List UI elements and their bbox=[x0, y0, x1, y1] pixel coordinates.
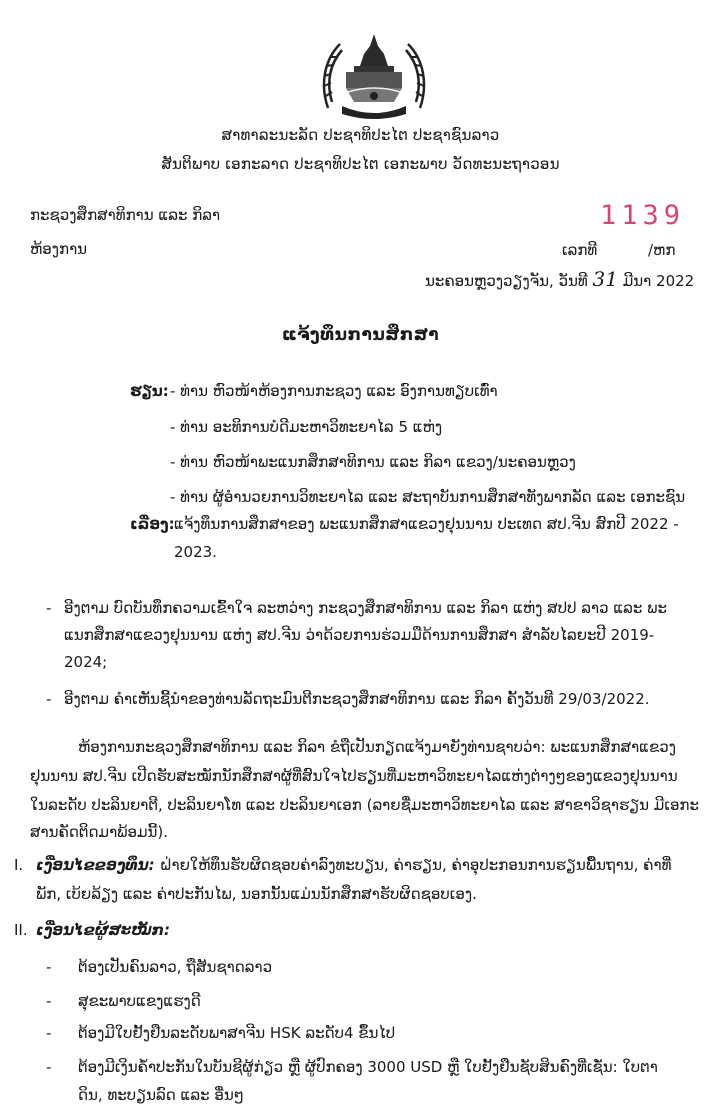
section-number: II. bbox=[14, 921, 28, 939]
requirement-item: ສຸຂະພາບແຂງແຮງດີ bbox=[78, 992, 201, 1010]
doc-number-suffix: /ຫກ bbox=[648, 241, 676, 259]
body-line: ໃນລະດັບ ປະລິນຍາຕີ, ປະລິນຍາໂທ ແລະ ປະລິນຍາເອກ (ລາຍຊື່ມະຫາວິທະຍາໄລ ແລະ ສາຂາວິຊາຮຽນ ມີເອກະ bbox=[30, 796, 699, 814]
subject-line: ແຈ້ງທຶນການສຶກສາຂອງ ພະແນກສຶກສາແຂວງຢຸນນານ ປະເທດ ສປ.ຈີນ ສົກປີ 2022 - bbox=[174, 515, 679, 533]
serial-stamp: 1139 bbox=[600, 200, 686, 231]
recipient-item: - ທ່ານ ຜູ້ອຳນວຍການວິທະຍາໄລ ແລະ ສະຖາບັນການສຶກສາທັງພາກລັດ ແລະ ເອກະຊົນ bbox=[170, 488, 686, 506]
requirement-item: ຕ້ອງເປັນຄົນລາວ, ຖືສັນຊາດລາວ bbox=[78, 958, 273, 976]
place-date bbox=[425, 267, 694, 291]
date-month-year: ມີນາ 2022 bbox=[622, 272, 695, 290]
reference-line: 2024; bbox=[64, 653, 108, 671]
list-dash: - bbox=[46, 1058, 52, 1076]
to-label: ຮຽນ: bbox=[130, 382, 169, 400]
list-dash: - bbox=[46, 1024, 52, 1042]
recipient-item: - ທ່ານ ອະທິການບໍດີມະຫາວິທະຍາໄລ 5 ແຫ່ງ bbox=[170, 418, 443, 436]
list-dash: - bbox=[46, 599, 52, 617]
body-line: ສານຄັດຕິດມາພ້ອມນີ້). bbox=[30, 823, 168, 841]
requirement-item: ຕ້ອງມີໃບຢັ້ງຢືນລະດັບພາສາຈີນ HSK ລະດັບ4 ຂຶ້ນໄປ bbox=[78, 1024, 396, 1042]
reference-line: ອີງຕາມ ບົດບັນທຶກຄວາມເຂົ້າໃຈ ລະຫວ່າງ ກະຊວງສຶກສາທິການ ແລະ ກິລາ ແຫ່ງ ສປປ ລາວ ແລະ ພະ bbox=[64, 599, 667, 617]
ministry-name: ກະຊວງສຶກສາທິການ ແລະ ກິລາ bbox=[30, 206, 221, 224]
reference-line: ແນກສຶກສາແຂວງຢຸນນານ ແຫ່ງ ສປ.ຈີນ ວ່າດ້ວຍການຮ່ວມມືດ້ານການສຶກສາ ສຳລັບໄລຍະປີ 2019- bbox=[64, 626, 655, 644]
list-dash: - bbox=[46, 992, 52, 1010]
subject-line: 2023. bbox=[174, 543, 217, 561]
reference-line: ອີງຕາມ ຄຳເຫັນຊີ້ນຳຂອງທ່ານລັດຖະມົນຕີກະຊວງສຶກສາທິການ ແລະ ກິລາ ຄັ້ງວັນທີ 29/03/2022. bbox=[64, 690, 650, 708]
office-name: ຫ້ອງການ bbox=[30, 240, 88, 258]
doc-number-label: ເລກທີ bbox=[562, 241, 598, 259]
section-label: ເງື່ອນໄຂຜູ້ສະໝັກ: bbox=[36, 921, 171, 939]
header-motto: ສັນຕິພາບ ເອກະລາດ ປະຊາທິປະໄຕ ເອກະພາບ ວັດທະນະຖາວອນ bbox=[161, 155, 560, 173]
list-dash: - bbox=[46, 690, 52, 708]
place-date-prefix: ນະຄອນຫຼວງວຽງຈັນ, ວັນທີ bbox=[425, 272, 588, 290]
header-country: ສາທາລະນະລັດ ປະຊາທິປະໄຕ ປະຊາຊົນລາວ bbox=[221, 126, 500, 144]
recipient-item: - ທ່ານ ຫົວໜ້າຫ້ອງການກະຊວງ ແລະ ອົງການທຽບເທົ່າ bbox=[170, 382, 498, 400]
requirement-item: ດິນ, ທະບຽນລົດ ແລະ ອື່ນໆ bbox=[78, 1086, 244, 1104]
body-line: ຢຸນນານ ສປ.ຈີນ ເປີດຮັບສະໝັກນັກສຶກສາຜູ້ທີ່ສົນໃຈໄປຮຽນທີ່ມະຫາວິທະຍາໄລແຫ່ງຕ່າງໆຂອງແຂວງຢຸນນານ bbox=[30, 767, 678, 785]
list-dash: - bbox=[46, 958, 52, 976]
section-number: I. bbox=[14, 856, 24, 874]
section-line: ຝ່າຍໃຫ້ທຶນຮັບຜິດຊອບຄ່າລົງທະບຽນ, ຄ່າຮຽນ, ຄ່າອຸປະກອນການຮຽນພື້ນຖານ, ຄ່າທີ່ bbox=[160, 856, 672, 874]
body-line: ຫ້ອງການກະຊວງສຶກສາທິການ ແລະ ກິລາ ຂໍຖືເປັນກຽດແຈ້ງມາຍັງທ່ານຊາບວ່າ: ພະແນກສຶກສາແຂວງ bbox=[78, 738, 676, 756]
section-line: ພັກ, ເບ້ຍລ້ຽງ ແລະ ຄ່າປະກັນໄພ, ນອກນັ້ນແມ່ນນັກສຶກສາຮັບຜິດຊອບເອງ. bbox=[36, 885, 477, 903]
national-emblem-icon bbox=[318, 30, 430, 120]
section-label: ເງື່ອນໄຂຂອງທຶນ: bbox=[36, 856, 155, 874]
date-day: 31 bbox=[592, 267, 618, 291]
recipient-item: - ທ່ານ ຫົວໜ້າພະແນກສຶກສາທິການ ແລະ ກິລາ ແຂວງ/ນະຄອນຫຼວງ bbox=[170, 453, 576, 471]
requirement-item: ຕ້ອງມີເງິນຄໍ້າປະກັນໃນບັນຊີຜູ້ກ່ຽວ ຫຼື ຜູ້ປົກຄອງ 3000 USD ຫຼື ໃບຢັ້ງຢືນຊັບສິນຄົງທີ່ເຊັ່ນ: ໃບຕາ bbox=[78, 1058, 658, 1076]
document-title: ແຈ້ງທຶນການສຶກສາ bbox=[281, 325, 440, 345]
subject-label: ເລື່ອງ: bbox=[130, 515, 175, 533]
